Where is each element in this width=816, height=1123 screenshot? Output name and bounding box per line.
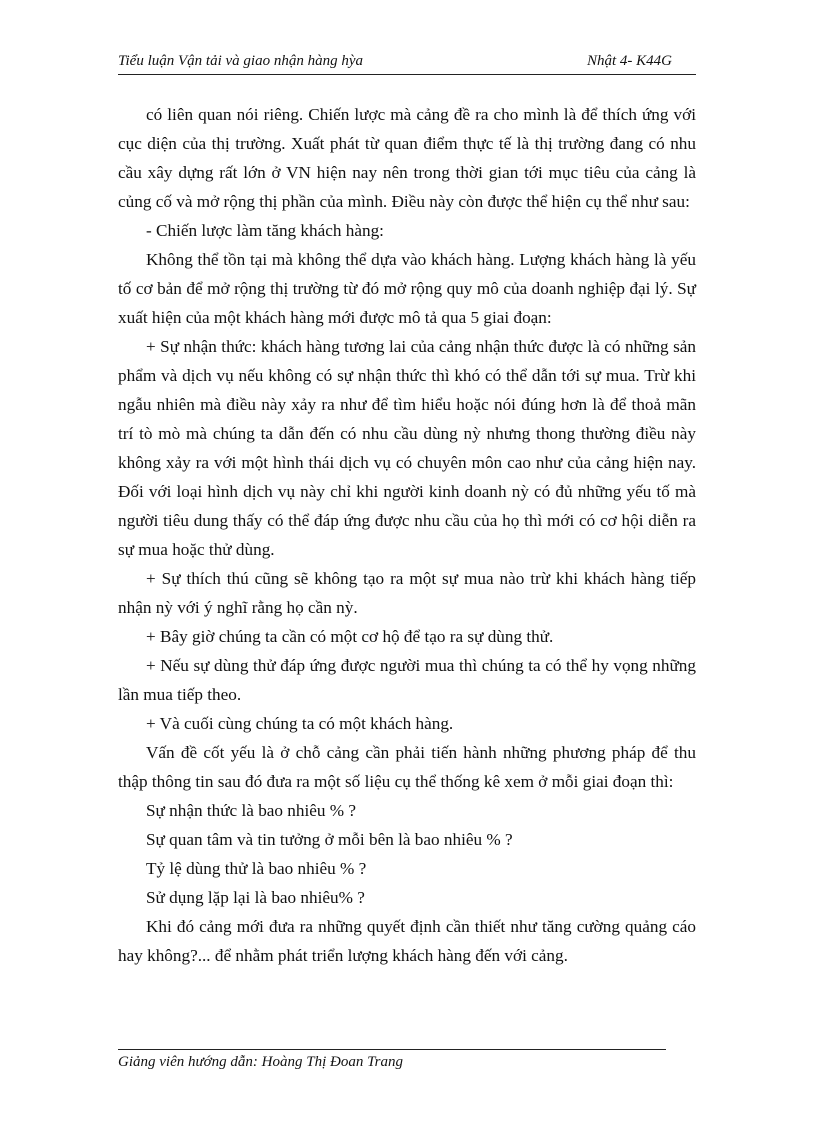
paragraph-conclusion: Khi đó cảng mới đưa ra những quyết định cần thiết như tăng cường quảng cáo hay không?... để nhằm phát triển lượng khách hàng đến với cảng. xyxy=(118,917,696,965)
paragraph-stage-interest: + Sự thích thú cũng sẽ không tạo ra một sự mua nào trừ khi khách hàng tiếp nhận nỳ với ý nghĩ rằng họ cần nỳ. xyxy=(118,569,696,617)
paragraph-stage-repeat: + Nếu sự dùng thử đáp ứng được người mua thì chúng ta có thể hy vọng những lần mua tiếp theo. xyxy=(118,656,696,704)
question-interest: Sự quan tâm và tin tưởng ở mỗi bên là bao nhiêu % ? xyxy=(146,830,513,849)
footer-instructor: Giảng viên hướng dẫn: Hoàng Thị Đoan Trang xyxy=(118,1054,403,1070)
question-awareness: Sự nhận thức là bao nhiêu % ? xyxy=(146,801,357,820)
paragraph-key-issue: Vấn đề cốt yếu là ở chỗ cảng cần phải tiến hành những phương pháp để thu thập thông tin sau đó đưa ra một số liệu cụ thể thống kê xem ở mỗi giai đoạn thì: xyxy=(118,743,696,791)
header-class: Nhật 4- K44G xyxy=(586,53,672,69)
paragraph-stage-trial: + Bây giờ chúng ta cần có một cơ hộ để tạo ra sự dùng thử. xyxy=(146,627,554,646)
page-header xyxy=(118,50,696,75)
question-trial-rate: Tỷ lệ dùng thử là bao nhiêu % ? xyxy=(146,859,367,878)
question-repeat-use: Sử dụng lặp lại là bao nhiêu% ? xyxy=(146,888,365,907)
paragraph-stage-awareness: + Sự nhận thức: khách hàng tương lai của cảng nhận thức được là có những sản phẩm và dịch vụ nếu không có sự nhận thức thì khó có thể dẫn tới sự mua. Trừ khi ngẫu nhiên mà điều này xảy ra như để tìm hiểu hoặc nói đúng hơn là để thoả mãn trí tò mò mà chúng ta dẫn đến có nhu cầu dùng nỳ nhưng thong thường điều này không xảy ra với một hình thái dịch vụ có chuyên môn cao như của cảng hiện nay. Đối với loại hình dịch vụ này chỉ khi người kinh doanh nỳ có đủ những yếu tố mà người tiêu dung thấy có thể đáp ứng được nhu cầu của họ thì mới có cơ hội diễn ra sự mua hoặc thử dùng. xyxy=(118,337,696,559)
document-body xyxy=(118,100,696,970)
paragraph-intro: có liên quan nói riêng. Chiến lược mà cảng đề ra cho mình là để thích ứng với cục diện của thị trường. Xuất phát từ quan điểm thực tế là thị trường đang có nhu cầu xây dựng rất lớn ở VN hiện nay nên trong thời gian tới mục tiêu của cảng là củng cố và mở rộng thị phần của mình. Điều này còn được thể hiện cụ thể như sau: xyxy=(118,105,696,211)
header-title: Tiểu luận Vận tải và giao nhận hàng hỳa xyxy=(118,53,363,69)
footer-divider xyxy=(118,1049,666,1050)
paragraph-stage-customer: + Và cuối cùng chúng ta có một khách hàng. xyxy=(146,714,454,733)
paragraph-customers: Không thể tồn tại mà không thể dựa vào khách hàng. Lượng khách hàng là yếu tố cơ bản để mở rộng thị trường từ đó mở rộng quy mô của doanh nghiệp đại lý. Sự xuất hiện của một khách hàng mới được mô tả qua 5 giai đoạn: xyxy=(118,250,696,327)
paragraph-strategy-heading: - Chiến lược làm tăng khách hàng: xyxy=(146,221,384,240)
